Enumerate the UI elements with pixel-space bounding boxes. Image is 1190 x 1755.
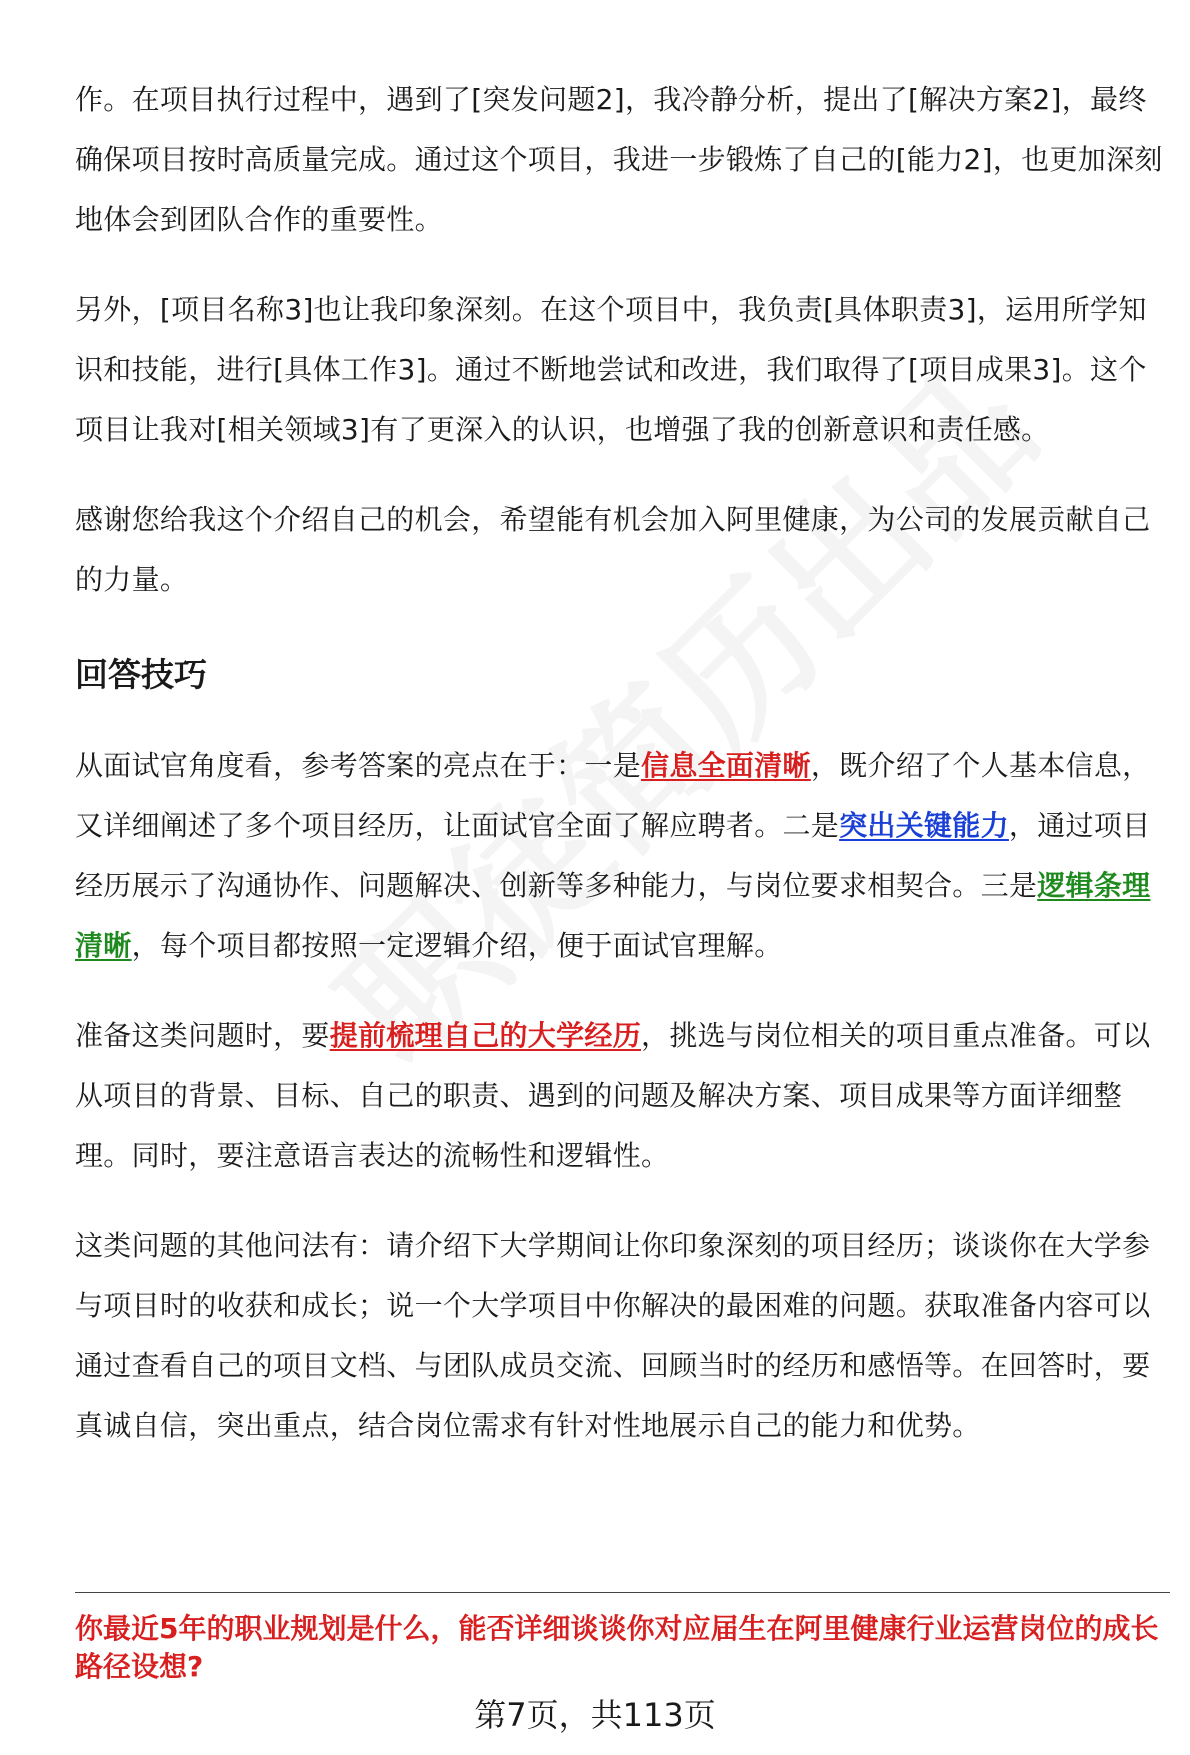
page-number-footer: 第7页，共113页	[474, 1696, 716, 1734]
highlight-review-experience: 提前梳理自己的大学经历	[329, 1019, 642, 1052]
tips-paragraph-1	[75, 736, 1170, 976]
tips-paragraph-3: 这类问题的其他问法有：请介绍下大学期间让你印象深刻的项目经历；谈谈你在大学参与项目时的收获和成长；说一个大学项目中你解决的最困难的问题。获取准备内容可以通过查看自己的项目文档、与团队成员交流、回顾当时的经历和感悟等。在回答时，要真诚自信，突出重点，结合岗位需求有针对性地展示自己的能力和优势。	[75, 1229, 1151, 1442]
text-segment: 准备这类问题时，要	[75, 1019, 330, 1052]
text-segment: ，既介绍了个人基本信息，又详细阐述了多个项目经历，让面试官全面了解应聘者。二是	[75, 749, 1151, 842]
body-paragraph-1: 作。在项目执行过程中，遇到了[突发问题2]，我冷静分析，提出了[解决方案2]，最终确保项目按时高质量完成。通过这个项目，我进一步锻炼了自己的[能力2]，也更加深刻地体会到团队合作的重要性。	[75, 83, 1163, 236]
body-paragraph-2: 另外，[项目名称3]也让我印象深刻。在这个项目中，我负责[具体职责3]，运用所学知识和技能，进行[具体工作3]。通过不断地尝试和改进，我们取得了[项目成果3]。这个项目让我对[相关领域3]有了更深入的认识，也增强了我的创新意识和责任感。	[75, 293, 1147, 446]
tips-paragraph-2	[75, 1006, 1170, 1186]
section-divider	[75, 1592, 1170, 1593]
section-heading-tips: 回答技巧	[75, 655, 207, 694]
highlight-key-ability: 突出关键能力	[839, 809, 1009, 842]
highlight-info-clear: 信息全面清晰	[641, 749, 811, 782]
text-segment: ，挑选与岗位相关的项目重点准备。可以从项目的背景、目标、自己的职责、遇到的问题及解决方案、项目成果等方面详细整理。同时，要注意语言表达的流畅性和逻辑性。	[75, 1019, 1151, 1172]
body-paragraph-3: 感谢您给我这个介绍自己的机会，希望能有机会加入阿里健康，为公司的发展贡献自己的力量。	[75, 503, 1151, 596]
text-segment: 从面试官角度看，参考答案的亮点在于：一是	[75, 749, 642, 782]
text-segment: ，通过项目经历展示了沟通协作、问题解决、创新等多种能力，与岗位要求相契合。三是	[75, 809, 1151, 902]
next-question-title: 你最近5年的职业规划是什么，能否详细谈谈你对应届生在阿里健康行业运营岗位的成长路径设想?	[75, 1612, 1159, 1683]
document-body	[75, 70, 1170, 1486]
highlight-logic-clear: 逻辑条理清晰	[75, 869, 1151, 962]
text-segment: ，每个项目都按照一定逻辑介绍，便于面试官理解。	[131, 929, 783, 962]
